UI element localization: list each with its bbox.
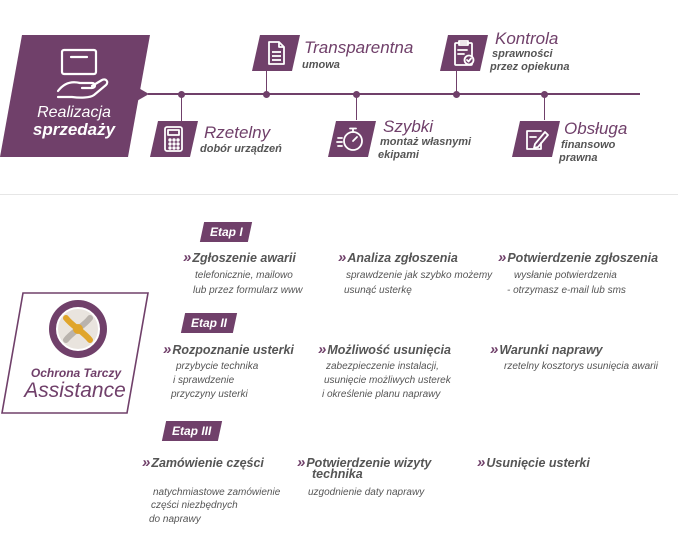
rzetelny-sub: dobór urządzeń [200, 143, 282, 155]
realizacja-line2: sprzedaży [32, 120, 116, 139]
chevron-right-icon: » [498, 249, 505, 266]
obsluga-sub2: prawna [559, 152, 598, 164]
assistance-logo-icon [49, 300, 107, 358]
step-desc: usunięcie możliwych usterek [324, 375, 451, 386]
realizacja-line1: Realizacja [37, 104, 111, 121]
step-desc: do naprawy [149, 514, 201, 525]
clipboard-check-icon [440, 35, 488, 71]
szybki-title: Szybki [383, 117, 434, 136]
kontrola-sub1: sprawności [492, 48, 553, 60]
kontrola-sub2: przez opiekuna [490, 61, 570, 73]
stage-2-badge [181, 313, 237, 333]
step-zamowienie-czesci: » Zamówienie części [142, 454, 264, 471]
obsluga-title: Obsługa [564, 119, 628, 138]
transparentna-title: Transparentna [304, 38, 414, 57]
step-zgloszenie-awarii: » Zgłoszenie awarii [183, 249, 296, 266]
stopwatch-icon [328, 121, 376, 157]
timeline-stem [181, 94, 182, 122]
realizacja-label [14, 104, 134, 138]
step-desc: zabezpieczenie instalacji, [326, 361, 439, 372]
calculator-icon [150, 121, 198, 157]
step-usuniecie-usterki: » Usunięcie usterki [477, 454, 590, 471]
chevron-right-icon: » [318, 341, 325, 358]
step-mozliwosc-usuniecia: » Możliwość usunięcia [318, 341, 451, 358]
step-desc: lub przez formularz www [193, 285, 303, 296]
timeline-dot [353, 91, 360, 98]
timeline-dot [453, 91, 460, 98]
assistance-line2: Assistance [24, 379, 126, 402]
timeline-dot [178, 91, 185, 98]
document-icon [252, 35, 300, 71]
chevron-right-icon: » [163, 341, 170, 358]
step-potwierdzenie-wizyty-line2: technika [312, 467, 363, 481]
assistance-line1: Ochrona Tarczy [30, 366, 122, 380]
section-divider [0, 194, 678, 195]
step-desc: części niezbędnych [151, 500, 238, 511]
step-analiza-zgloszenia: » Analiza zgłoszenia [338, 249, 458, 266]
step-desc: - otrzymasz e-mail lub sms [507, 285, 626, 296]
step-desc: przyczyny usterki [171, 389, 248, 400]
timeline-dot [263, 91, 270, 98]
timeline-dot [541, 91, 548, 98]
chevron-right-icon: » [297, 454, 304, 471]
step-desc: natychmiastowe zamówienie [153, 487, 281, 498]
transparentna-sub: umowa [302, 59, 340, 71]
step-desc: uzgodnienie daty naprawy [308, 487, 425, 498]
chevron-right-icon: » [183, 249, 190, 266]
stage-1-badge [200, 222, 252, 242]
chevron-right-icon: » [490, 341, 497, 358]
step-desc: sprawdzenie jak szybko możemy [346, 270, 493, 281]
rzetelny-title: Rzetelny [204, 123, 271, 142]
chevron-right-icon: » [477, 454, 484, 471]
szybki-sub1: montaż własnymi [380, 136, 472, 148]
stage-3-badge [162, 421, 222, 441]
step-desc: wysłanie potwierdzenia [514, 270, 617, 281]
signing-pen-icon [512, 121, 560, 157]
kontrola-title: Kontrola [495, 29, 559, 48]
stage-3-label: Etap III [172, 424, 212, 438]
step-desc: i określenie planu naprawy [322, 389, 441, 400]
timeline-line [148, 93, 640, 95]
step-desc: rzetelny kosztorys usunięcia awarii [504, 361, 658, 372]
step-warunki-naprawy: » Warunki naprawy [490, 341, 603, 358]
stage-1-label: Etap I [209, 225, 243, 239]
step-desc: telefonicznie, mailowo [195, 270, 293, 281]
obsluga-sub1: finansowo [561, 139, 616, 151]
szybki-sub2: ekipami [378, 149, 419, 161]
chevron-right-icon: » [142, 454, 149, 471]
stage-2-label: Etap II [190, 316, 227, 330]
step-desc: przybycie technika [176, 361, 259, 372]
step-potwierdzenie-wizyty: » Potwierdzenie wizyty [297, 454, 432, 471]
step-potwierdzenie-zgloszenia: » Potwierdzenie zgłoszenia [498, 249, 659, 266]
step-desc: i sprawdzenie [173, 375, 235, 386]
step-desc: usunąć usterkę [344, 285, 412, 296]
chevron-right-icon: » [338, 249, 345, 266]
step-rozpoznanie-usterki: » Rozpoznanie usterki [163, 341, 294, 358]
